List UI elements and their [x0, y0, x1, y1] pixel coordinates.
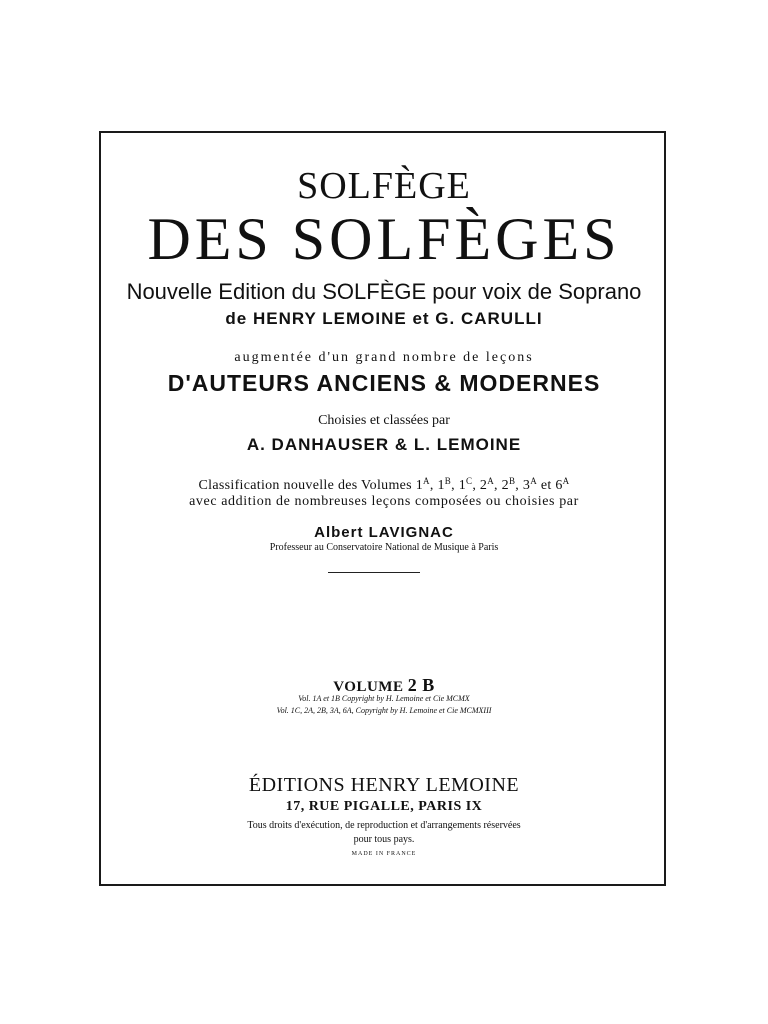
title-line-2: DES SOLFÈGES — [147, 206, 621, 272]
volume-entry — [459, 478, 480, 493]
volume-entry-letter: A — [487, 476, 495, 486]
volume-entry-letter: A — [423, 476, 430, 486]
editors: A. DANHAUSER & L. LEMOINE — [246, 435, 522, 454]
volume-entry — [502, 478, 523, 493]
volume-heading — [0, 675, 768, 696]
volume-entry-letter: A — [562, 476, 570, 486]
reviser-title: Professeur au Conservatoire National de Musique à Paris — [269, 542, 499, 553]
volume-entry — [523, 478, 555, 493]
volume-entry-letter: B — [508, 476, 516, 486]
volume-entry — [437, 478, 458, 493]
volume-entry-separator: , — [472, 478, 480, 493]
volume-entry-letter: B — [444, 476, 452, 486]
divider — [328, 572, 420, 573]
publisher: ÉDITIONS HENRY LEMOINE — [248, 774, 520, 796]
volume-entry-separator: , — [429, 478, 438, 493]
volume-entry-number: 6 — [555, 478, 563, 493]
volume-entry-letter: A — [530, 476, 538, 486]
augmented-text: augmentée d'un grand nombre de leçons — [234, 350, 534, 365]
authors-old-new: D'AUTEURS ANCIENS & MODERNES — [167, 370, 601, 396]
classification-line — [0, 476, 768, 494]
classification-prefix: Classification nouvelle des Volumes — [198, 478, 412, 493]
volume-entry-number: 1 — [458, 478, 466, 493]
volume-entry — [480, 478, 502, 493]
addition-text: avec addition de nombreuses leçons composées ou choisies par — [189, 494, 579, 509]
volume-entry-separator: , — [515, 478, 523, 493]
volume-entry-number: 1 — [415, 478, 424, 493]
volume-entry-letter: C — [466, 476, 473, 486]
copyright-line-2: Vol. 1C, 2A, 2B, 3A, 6A, Copyright by H. Lemoine et Cie MCMXIII — [276, 706, 492, 715]
volume-entry-separator: et — [537, 478, 556, 493]
chosen-by: Choisies et classées par — [318, 413, 450, 428]
address: 17, RUE PIGALLE, PARIS IX — [285, 799, 483, 814]
volume-entry — [416, 478, 438, 493]
volume-entry — [555, 478, 569, 493]
made-in-france: MADE IN FRANCE — [351, 851, 417, 857]
volume-entry-number: 1 — [437, 478, 445, 493]
volume-entry-number: 2 — [479, 478, 488, 493]
volume-number: 2 B — [407, 675, 435, 695]
rights-line-1: Tous droits d'exécution, de reproduction et d'arrangements réservées — [247, 820, 521, 831]
subtitle: Nouvelle Edition du SOLFÈGE pour voix de Soprano — [126, 279, 642, 304]
volume-entry-number: 2 — [501, 478, 509, 493]
volume-entry-number: 3 — [522, 478, 531, 493]
reviser-name: Albert LAVIGNAC — [314, 524, 454, 541]
volume-entry-separator: , — [451, 478, 459, 493]
volume-entry-separator: , — [494, 478, 502, 493]
title-line-1: SOLFÈGE — [297, 165, 471, 207]
authors: de HENRY LEMOINE et G. CARULLI — [225, 309, 543, 328]
rights-line-2: pour tous pays. — [353, 834, 415, 845]
volume-list — [416, 478, 570, 493]
copyright-line-1: Vol. 1A et 1B Copyright by H. Lemoine et Cie MCMX — [298, 694, 470, 703]
volume-label: VOLUME — [333, 679, 404, 695]
